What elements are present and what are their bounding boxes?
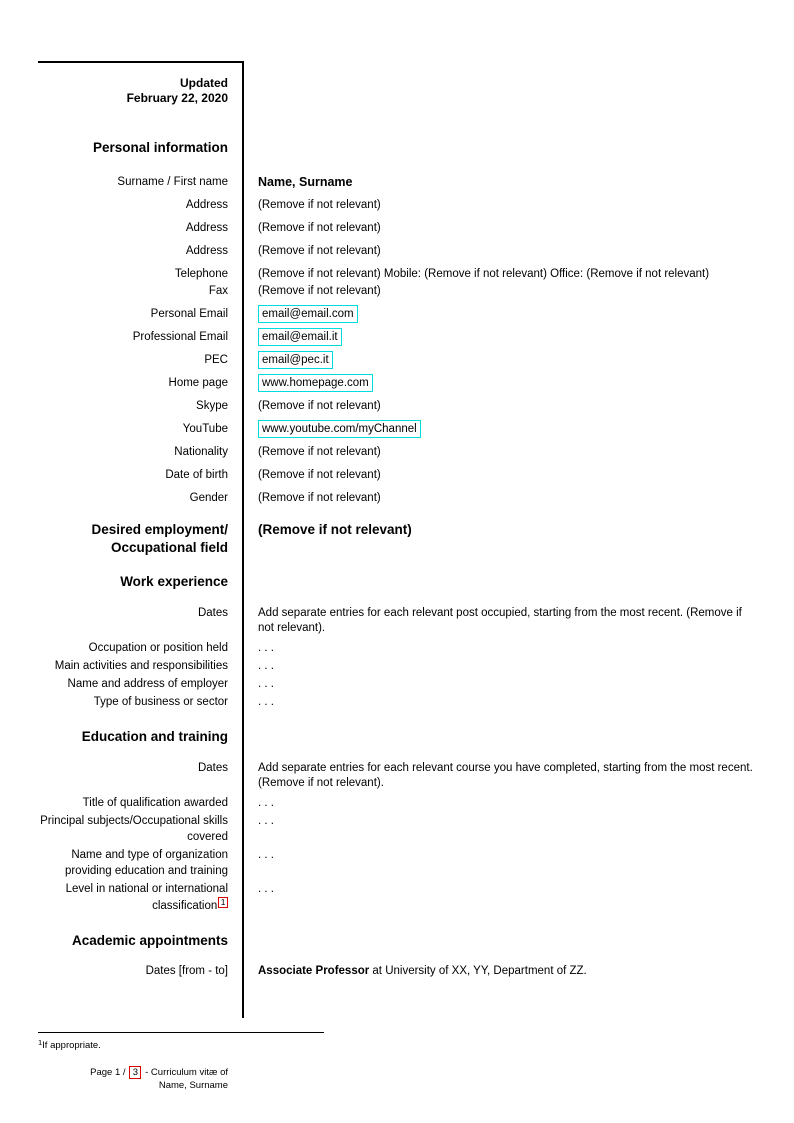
telephone-value: [258, 267, 758, 281]
home-page-label: Home page: [168, 377, 228, 389]
desired-employment-value: (Remove if not relevant): [258, 522, 412, 537]
section-work-experience: [38, 573, 758, 591]
home-page-link[interactable]: www.homepage.com: [258, 374, 373, 392]
address-value: (Remove if not relevant): [258, 245, 381, 257]
principal-subjects-label: Principal subjects/Occupational skills covered: [40, 815, 228, 843]
cv-content: [38, 76, 758, 983]
row-telephone: [38, 267, 758, 281]
gender-label: Gender: [189, 492, 228, 504]
address-value: (Remove if not relevant): [258, 222, 381, 234]
organization-label: Name and type of organization providing education and training: [64, 849, 228, 877]
footnote-text: If appropriate.: [42, 1040, 101, 1051]
row-address-3: [38, 244, 758, 258]
row-academic-dates: [38, 964, 758, 979]
row-principal-subjects: [38, 813, 758, 845]
row-home-page: [38, 376, 758, 390]
occupation-value: . . .: [258, 642, 274, 654]
address-label: Address: [185, 199, 228, 211]
footnote-ref-link[interactable]: 1: [218, 897, 228, 908]
occupation-label: Occupation or position held: [88, 642, 228, 654]
row-youtube: [38, 422, 758, 436]
row-nationality: [38, 445, 758, 459]
employer-value: . . .: [258, 678, 274, 690]
section-personal-information: [38, 139, 758, 157]
row-business-sector: [38, 694, 758, 710]
address-label: Address: [185, 222, 228, 234]
address-label: Address: [185, 245, 228, 257]
telephone-mobile-group: Mobile: (Remove if not relevant): [383, 268, 547, 280]
employer-label: Name and address of employer: [67, 678, 228, 690]
qualification-title-label: Title of qualification awarded: [82, 797, 228, 809]
business-sector-value: . . .: [258, 696, 274, 708]
nationality-label: Nationality: [174, 446, 228, 458]
fax-value: (Remove if not relevant): [258, 285, 381, 297]
row-date-of-birth: [38, 468, 758, 482]
row-organization: [38, 847, 758, 879]
row-pec: [38, 353, 758, 367]
row-professional-email: [38, 330, 758, 344]
fax-label: Fax: [208, 285, 228, 297]
academic-position: Associate Professor: [258, 965, 370, 977]
section-desired-employment: [38, 521, 758, 557]
academic-position-detail: at University of XX, YY, Department of ZZ.: [369, 965, 587, 977]
skype-label: Skype: [196, 400, 228, 412]
top-rule: [38, 61, 243, 63]
business-sector-label: Type of business or sector: [93, 696, 228, 708]
date-of-birth-value: (Remove if not relevant): [258, 469, 381, 481]
personal-email-label: Personal Email: [150, 308, 228, 320]
row-skype: [38, 399, 758, 413]
education-training-heading: Education and training: [81, 729, 228, 744]
row-address-1: [38, 198, 758, 212]
updated-label: Updated: [180, 76, 228, 90]
qualification-title-value: . . .: [258, 797, 274, 809]
footnote-marker: 1: [38, 1038, 43, 1047]
row-occupation: [38, 640, 758, 656]
main-activities-label: Main activities and responsibilities: [54, 660, 228, 672]
footer-line-1: Page 1 / 3 - Curriculum vitæ of: [90, 1067, 228, 1078]
principal-subjects-value: . . .: [258, 815, 274, 827]
desired-employment-heading: Desired employment/ Occupational field: [91, 522, 228, 555]
gender-value: (Remove if not relevant): [258, 492, 381, 504]
work-dates-value: Add separate entries for each relevant post occupied, starting from the most recent. (Remove if not relevant).: [258, 607, 742, 634]
row-fax: [38, 284, 758, 298]
academic-dates-value: [258, 964, 758, 979]
footnote: [38, 1037, 101, 1052]
row-education-dates: [38, 761, 758, 791]
row-main-activities: [38, 658, 758, 674]
youtube-link[interactable]: www.youtube.com/myChannel: [258, 420, 421, 438]
updated-date: February 22, 2020: [126, 91, 228, 105]
row-classification-level: [38, 881, 758, 914]
academic-dates-label: Dates [from - to]: [145, 965, 228, 977]
row-surname-firstname: [38, 175, 758, 189]
classification-level-label: Level in national or international classification 1: [65, 883, 228, 912]
footer-name: Name, Surname: [158, 1080, 228, 1091]
date-of-birth-label: Date of birth: [165, 469, 228, 481]
skype-value: (Remove if not relevant): [258, 400, 381, 412]
classification-level-value: . . .: [258, 883, 274, 895]
footnote-rule: [38, 1032, 324, 1033]
academic-appointments-heading: Academic appointments: [71, 933, 228, 948]
row-work-dates: [38, 606, 758, 636]
organization-value: . . .: [258, 849, 274, 861]
row-qualification-title: [38, 795, 758, 811]
personal-information-heading: Personal information: [92, 140, 228, 155]
page-footer: [38, 1066, 228, 1092]
row-address-2: [38, 221, 758, 235]
professional-email-label: Professional Email: [132, 331, 228, 343]
education-dates-label: Dates: [197, 762, 228, 774]
telephone-main-value: (Remove if not relevant): [258, 268, 381, 280]
youtube-label: YouTube: [182, 423, 228, 435]
address-value: (Remove if not relevant): [258, 199, 381, 211]
education-dates-value: Add separate entries for each relevant course you have completed, starting from the most recent. (Remove if not relevant).: [258, 762, 753, 789]
updated-block: [38, 76, 758, 106]
telephone-office-group: Office: (Remove if not relevant): [550, 268, 710, 280]
main-activities-value: . . .: [258, 660, 274, 672]
professional-email-link[interactable]: email@email.it: [258, 328, 342, 346]
row-gender: [38, 491, 758, 505]
section-education-training: [38, 728, 758, 746]
pec-email-link[interactable]: email@pec.it: [258, 351, 333, 369]
row-personal-email: [38, 307, 758, 321]
page-total-link[interactable]: 3: [129, 1066, 141, 1079]
work-experience-heading: Work experience: [120, 574, 228, 589]
personal-email-link[interactable]: email@email.com: [258, 305, 358, 323]
surname-label: Surname / First name: [117, 176, 228, 188]
work-dates-label: Dates: [197, 607, 228, 619]
row-employer: [38, 676, 758, 692]
pec-label: PEC: [204, 354, 228, 366]
section-academic-appointments: [38, 932, 758, 950]
telephone-label: Telephone: [174, 268, 228, 280]
nationality-value: (Remove if not relevant): [258, 446, 381, 458]
surname-value: Name, Surname: [258, 175, 353, 189]
